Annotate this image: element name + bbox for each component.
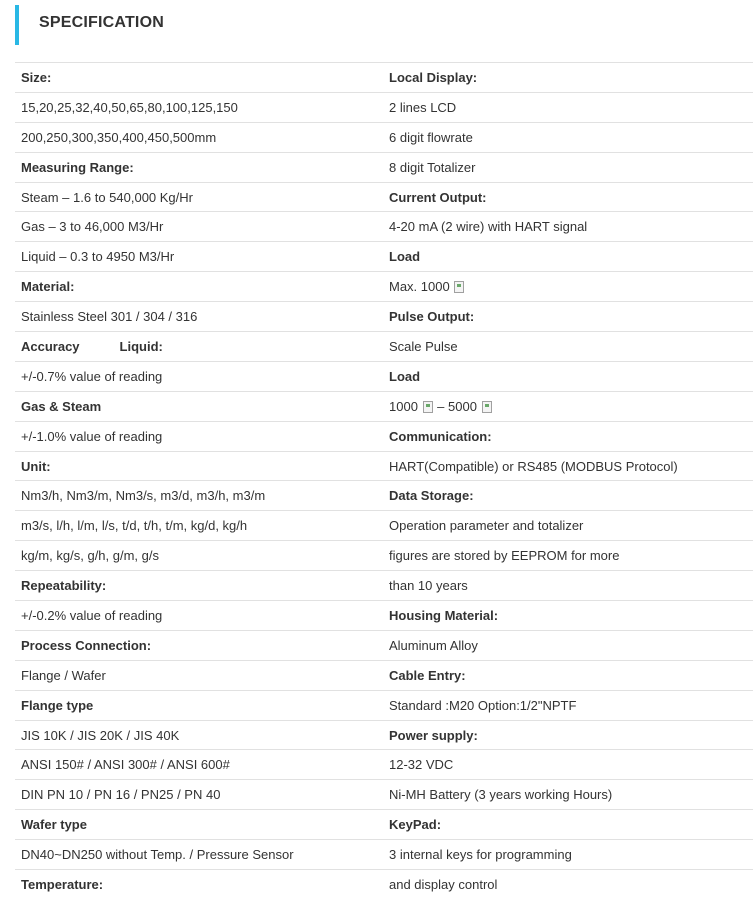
spec-label: Housing Material: (383, 601, 753, 631)
table-row (15, 571, 753, 601)
spec-label: Wafer type (15, 810, 383, 840)
spec-value: 12-32 VDC (383, 750, 753, 780)
spec-label: Material: (15, 272, 383, 302)
table-row (15, 660, 753, 690)
section-header (15, 5, 719, 45)
table-row (15, 511, 753, 541)
spec-value: kg/m, kg/s, g/h, g/m, g/s (15, 541, 383, 571)
table-row (15, 242, 753, 272)
table-row (15, 421, 753, 451)
spec-label: Size: (15, 63, 383, 93)
spec-label: Gas & Steam (15, 391, 383, 421)
table-row (15, 451, 753, 481)
spec-label: Cable Entry: (383, 660, 753, 690)
table-row (15, 63, 753, 93)
spec-value: 15,20,25,32,40,50,65,80,100,125,150 (15, 92, 383, 122)
spec-value: Liquid – 0.3 to 4950 M3/Hr (15, 242, 383, 272)
table-row (15, 361, 753, 391)
spec-value: +/-0.2% value of reading (15, 601, 383, 631)
spec-value: 2 lines LCD (383, 92, 753, 122)
table-row (15, 601, 753, 631)
spec-value: 1000 (389, 398, 418, 414)
broken-image-icon (454, 281, 464, 293)
spec-value: Aluminum Alloy (383, 630, 753, 660)
spec-value: ANSI 150# / ANSI 300# / ANSI 600# (15, 750, 383, 780)
table-row (15, 272, 753, 302)
spec-value: +/-1.0% value of reading (15, 421, 383, 451)
spec-value: – 5000 (437, 398, 477, 414)
table-row (15, 541, 753, 571)
spec-label: Flange type (15, 690, 383, 720)
table-row (15, 720, 753, 750)
spec-value: and display control (383, 870, 753, 899)
spec-label: Load (383, 361, 753, 391)
broken-image-icon (482, 401, 492, 413)
spec-label: Temperature: (15, 870, 383, 899)
spec-label: Communication: (383, 421, 753, 451)
spec-value: JIS 10K / JIS 20K / JIS 40K (15, 720, 383, 750)
spec-label: Local Display: (383, 63, 753, 93)
spec-value-cell (383, 272, 753, 302)
spec-label: Data Storage: (383, 481, 753, 511)
table-row (15, 391, 753, 421)
table-row (15, 302, 753, 332)
spec-label: Current Output: (383, 182, 753, 212)
spec-value: m3/s, l/h, l/m, l/s, t/d, t/h, t/m, kg/d, kg/h (15, 511, 383, 541)
spec-value: 6 digit flowrate (383, 122, 753, 152)
table-row (15, 332, 753, 362)
table-row (15, 182, 753, 212)
table-row (15, 152, 753, 182)
broken-image-icon (423, 401, 433, 413)
table-row (15, 750, 753, 780)
section-title: SPECIFICATION (39, 14, 164, 31)
spec-value: Standard :M20 Option:1/2"NPTF (383, 690, 753, 720)
table-row (15, 690, 753, 720)
table-row (15, 92, 753, 122)
spec-label: Unit: (15, 451, 383, 481)
spec-value: Stainless Steel 301 / 304 / 316 (15, 302, 383, 332)
spec-label: Pulse Output: (383, 302, 753, 332)
spec-label: Power supply: (383, 720, 753, 750)
table-row (15, 212, 753, 242)
spec-label: Load (383, 242, 753, 272)
spec-value: DN40~DN250 without Temp. / Pressure Sensor (15, 840, 383, 870)
spec-value: 8 digit Totalizer (383, 152, 753, 182)
spec-value: Gas – 3 to 46,000 M3/Hr (15, 212, 383, 242)
spec-value: 3 internal keys for programming (383, 840, 753, 870)
spec-value: Steam – 1.6 to 540,000 Kg/Hr (15, 182, 383, 212)
spec-value: Operation parameter and totalizer (383, 511, 753, 541)
table-row (15, 810, 753, 840)
spec-label-cell (15, 332, 383, 362)
spec-label: Liquid: (119, 338, 163, 354)
spec-value: Flange / Wafer (15, 660, 383, 690)
spec-label: Repeatability: (15, 571, 383, 601)
spec-value: DIN PN 10 / PN 16 / PN25 / PN 40 (15, 780, 383, 810)
spec-label: Process Connection: (15, 630, 383, 660)
spec-value: +/-0.7% value of reading (15, 361, 383, 391)
spec-value: Ni-MH Battery (3 years working Hours) (383, 780, 753, 810)
spec-label: KeyPad: (383, 810, 753, 840)
table-row (15, 122, 753, 152)
spec-value: 4-20 mA (2 wire) with HART signal (383, 212, 753, 242)
specification-table (15, 62, 753, 899)
table-row (15, 840, 753, 870)
spec-label: Accuracy (21, 338, 80, 354)
spec-value: Nm3/h, Nm3/m, Nm3/s, m3/d, m3/h, m3/m (15, 481, 383, 511)
spec-label: Measuring Range: (15, 152, 383, 182)
spec-value-cell (383, 391, 753, 421)
table-row (15, 481, 753, 511)
spec-value: Max. 1000 (389, 279, 450, 295)
spec-value: HART(Compatible) or RS485 (MODBUS Protocol) (383, 451, 753, 481)
spec-value: than 10 years (383, 571, 753, 601)
table-row (15, 630, 753, 660)
spec-value: 200,250,300,350,400,450,500mm (15, 122, 383, 152)
spec-value: figures are stored by EEPROM for more (383, 541, 753, 571)
spec-value: Scale Pulse (383, 332, 753, 362)
table-row (15, 780, 753, 810)
